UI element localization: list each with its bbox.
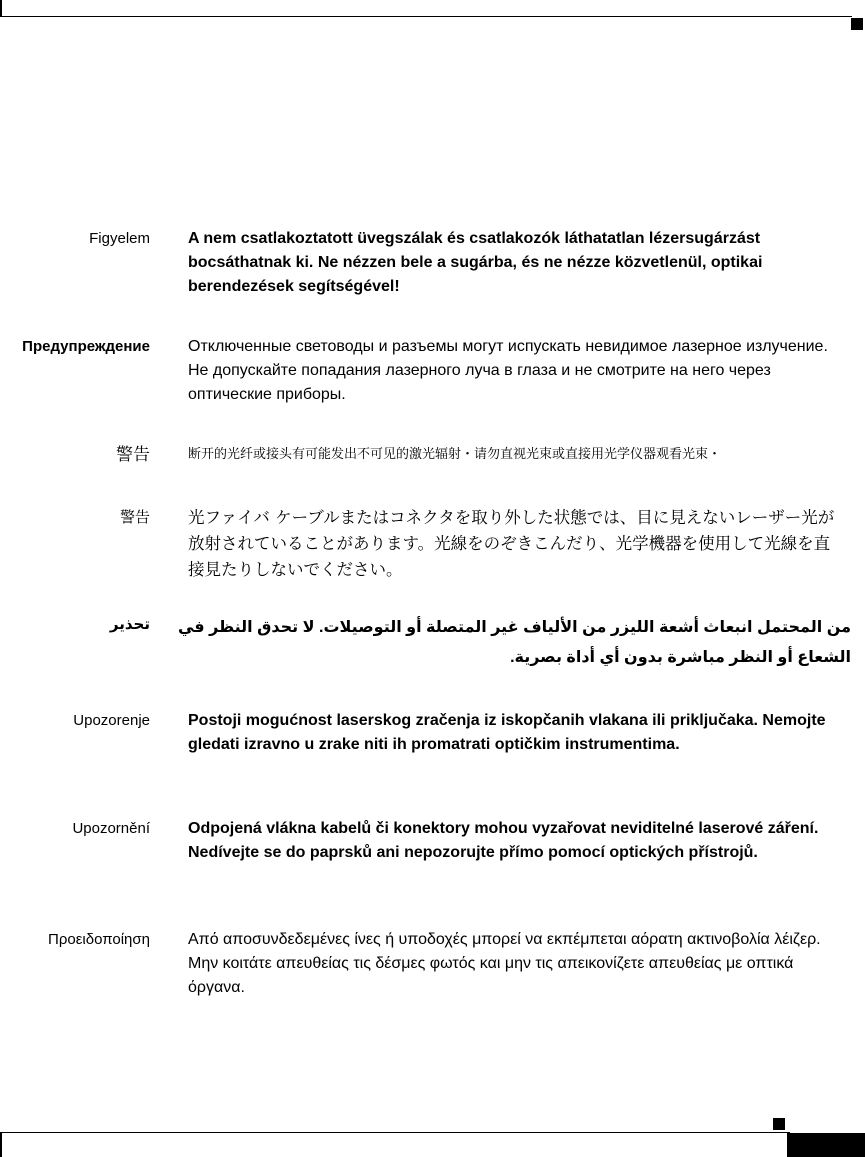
warning-label-greek: Προειδοποίηση xyxy=(48,931,150,948)
footer-tab xyxy=(787,1133,865,1157)
footer-marker xyxy=(773,1118,785,1130)
warning-label-japanese: 警告 xyxy=(119,508,150,526)
header-rule xyxy=(0,16,852,17)
header-marker xyxy=(851,18,863,30)
warning-label-russian: Предупреждение xyxy=(22,338,150,355)
header-corner-tick xyxy=(0,0,2,17)
warning-text-chinese: 断开的光纤或接头有可能发出不可见的激光辐射・请勿直视光束或直接用光学仪器观看光束・ xyxy=(188,447,722,462)
warning-label-hungarian: Figyelem xyxy=(89,230,150,247)
warning-text-greek: Από αποσυνδεδεμένες ίνες ή υποδοχές μπορεί να εκπέμπεται αόρατη ακτινοβολία λέιζερ. Μην κοιτάτε απευθείας τις δέσμες φωτός και μην τις απεικονίζετε απευθείας με οπτικά όργανα. xyxy=(188,931,821,996)
footer-rule xyxy=(0,1132,790,1133)
warning-text-hungarian: A nem csatlakoztatott üvegszálak és csatlakozók láthatatlan lézersugárzást bocsáthatnak ki. Ne nézzen bele a sugárba, és ne nézze közvetlenül, optikai berendezések segítségével! xyxy=(188,230,763,295)
warning-label-czech: Upozornění xyxy=(72,820,150,837)
warning-label-arabic: تحذير xyxy=(109,616,150,633)
warning-label-chinese: 警告 xyxy=(116,445,150,465)
warning-text-croatian: Postoji mogućnost laserskog zračenja iz iskopčanih vlakana ili priključaka. Nemojte gledati izravno u zrake niti ih promatrati optičkim instrumentima. xyxy=(188,712,826,753)
warning-text-arabic: من المحتمل انبعاث أشعة الليزر من الألياف غير المتصلة أو التوصيلات. لا تحدق النظر في الشعاع أو النظر مباشرة بدون أي أداة بصرية. xyxy=(177,619,851,666)
warning-label-croatian: Upozorenje xyxy=(73,712,150,729)
warning-text-russian: Отключенные световоды и разъемы могут испускать невидимое лазерное излучение. Не допускайте попадания лазерного луча в глаза и не смотрите на него через оптические приборы. xyxy=(188,338,828,403)
warning-text-japanese: 光ファイバ ケーブルまたはコネクタを取り外した状態では、目に見えないレーザー光が放射されていることがあります。光線をのぞきこんだり、光学機器を使用して光線を直接見たりしないでください。 xyxy=(188,508,835,579)
footer-corner-tick xyxy=(0,1132,2,1157)
warning-text-czech: Odpojená vlákna kabelů či konektory mohou vyzařovat neviditelné laserové záření. Nedívejte se do paprsků ani nepozorujte přímo pomocí optických přístrojů. xyxy=(188,820,819,861)
